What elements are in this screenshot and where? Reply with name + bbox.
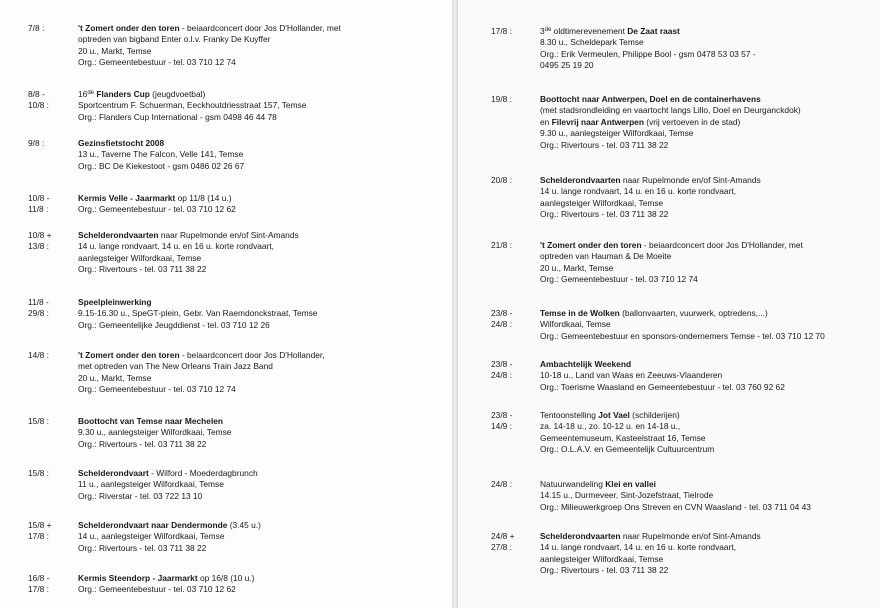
event-details: [540, 26, 880, 72]
event-details: [78, 193, 452, 216]
event-text: 14 u. lange rondvaart, 14 u. en 16 u. korte rondvaart,: [78, 241, 275, 252]
event-text: 10-18 u., Land van Waas en Zeeuws-Vlaanderen: [540, 370, 723, 381]
event-text: 20 u., Markt, Temse: [78, 372, 152, 383]
event-text: 8.30 u., Scheldepark Temse: [540, 37, 644, 48]
event-text: aanlegsteiger Wilfordkaai, Temse: [78, 252, 202, 263]
event-title-line: [78, 416, 452, 427]
event-text: 20 u., Markt, Temse: [540, 262, 614, 273]
event-date: 14/8 :: [28, 350, 49, 360]
event-title-line: [540, 240, 880, 251]
event-text: - beiaardconcert door Jos D'Hollander, met: [179, 23, 341, 33]
event-title-line: [540, 531, 880, 542]
event-text: Org.: Gemeentebestuur - tel. 03 710 12 74: [540, 274, 698, 285]
event-name: 't Zomert onder den toren: [78, 350, 180, 360]
event-text: Org.: O.L.A.V. en Gemeentelijk Cultuurcentrum: [540, 444, 715, 455]
right-page: [458, 0, 880, 608]
event-date: 11/8 :: [28, 204, 49, 215]
event-date: 17/8 :: [28, 531, 49, 542]
event-title-line: [78, 350, 452, 361]
event-text: Org.: Erik Vermeulen, Philippe Bool - gsm 0478 53 03 57 -: [540, 48, 756, 59]
event-detail-line: [540, 542, 880, 553]
event-text: Org.: Rivertours - tel. 03 711 38 22: [540, 139, 669, 150]
event-detail-line: [78, 112, 452, 123]
event-detail-line: [540, 433, 880, 444]
event-text: - Wilford - Moederdagbrunch: [148, 468, 258, 478]
event-detail-line: [540, 490, 880, 501]
event-text: Natuurwandeling: [540, 479, 606, 489]
event-detail-line: [78, 100, 452, 111]
event-detail-line: [78, 34, 452, 45]
event-text: oldtimerevenement: [551, 26, 628, 36]
event-date: 8/8 -: [28, 89, 45, 99]
event-date: 13/8 :: [28, 241, 49, 252]
event-detail-line: [540, 209, 880, 220]
event-text: Org.: Gemeentebestuur - tel. 03 710 12 62: [78, 584, 236, 595]
event-detail-line: [78, 161, 452, 172]
event-details: [540, 94, 880, 151]
event-text: 9.30 u., aanlegsteiger Wilfordkaai, Temse: [78, 427, 232, 438]
event-text: Org.: Gemeentebestuur - tel. 03 710 12 62: [78, 204, 236, 215]
event-text: (vrij vertoeven in de stad): [643, 116, 741, 127]
event-detail-line: [540, 382, 880, 393]
event-name: Schelderondvaart naar Dendermonde: [78, 520, 228, 530]
event-date: 10/8 +: [28, 230, 52, 240]
event-text: aanlegsteiger Wilfordkaai, Temse: [540, 553, 664, 564]
event-text: optreden van bigband Enter o.l.v. Franky De Kuyffer: [78, 34, 271, 45]
event-text: - beiaardconcert door Jos D'Hollander,: [179, 350, 325, 360]
event-detail-line: [540, 128, 880, 139]
event-date: 15/8 +: [28, 520, 52, 530]
event-details: [78, 573, 452, 596]
event-text: 9.30 u., aanlegsteiger Wilfordkaai, Temse: [540, 128, 694, 139]
event-text: naar Rupelmonde en/of Sint-Amands: [620, 531, 761, 541]
event-detail-line: [78, 308, 452, 319]
event-details: [540, 531, 880, 577]
event-details: [78, 138, 452, 172]
event-name: De Zaat raast: [627, 26, 680, 36]
event-title-line: [78, 230, 452, 241]
event-detail-line: [78, 584, 452, 595]
event-date: 15/8 :: [28, 416, 49, 426]
event-date: 7/8 :: [28, 23, 45, 33]
event-date: 16/8 -: [28, 573, 50, 583]
event-details: [78, 230, 452, 276]
event-text: Org.: Rivertours - tel. 03 711 38 22: [540, 565, 669, 576]
event-text: (ballonvaarten, vuurwerk, optredens,...): [619, 308, 768, 318]
event-date: 9/8 :: [28, 138, 45, 148]
event-text: (jeugdvoetbal): [149, 89, 206, 99]
event-detail-line: [540, 140, 880, 151]
event-name: Jot Vael: [598, 410, 630, 420]
event-detail-line: [540, 554, 880, 565]
event-name: Gezinsfietstocht 2008: [78, 138, 165, 148]
event-text: 16: [78, 89, 88, 99]
event-date: 23/8 -: [491, 308, 513, 318]
event-text: aanlegsteiger Wilfordkaai, Temse: [540, 197, 664, 208]
event-title-line: [540, 479, 880, 490]
event-name: Schelderondvaarten: [540, 531, 621, 541]
event-title-line: [540, 410, 880, 421]
event-text: 9.15-16.30 u., SpeGT-plein, Gebr. Van Raemdonckstraat, Temse: [78, 308, 318, 319]
event-name: Boottocht van Temse naar Mechelen: [78, 416, 224, 426]
event-title-line: [78, 468, 452, 479]
event-text: 11 u., aanlegsteiger Wilfordkaai, Temse: [78, 479, 224, 490]
event-details: [540, 359, 880, 393]
event-details: [78, 468, 452, 502]
event-text: en: [540, 116, 552, 127]
event-date: 14/9 :: [491, 421, 512, 432]
event-date: 24/8 :: [491, 319, 512, 330]
event-details: [540, 240, 880, 286]
event-details: [78, 350, 452, 396]
event-date: 24/8 :: [491, 370, 512, 381]
event-name: 't Zomert onder den toren: [78, 23, 180, 33]
event-detail-line: [78, 427, 452, 438]
event-detail-line: [78, 149, 452, 160]
event-text: 14 u. lange rondvaart, 14 u. en 16 u. korte rondvaart,: [540, 186, 737, 197]
event-text: Org.: Gemeentebestuur - tel. 03 710 12 74: [78, 57, 236, 68]
event-detail-line: [78, 439, 452, 450]
event-title-line: [78, 138, 452, 149]
event-detail-line: [540, 186, 880, 197]
event-date: 10/8 -: [28, 193, 50, 203]
event-detail-line: [540, 60, 880, 71]
event-text: op 11/8 (14 u.): [175, 193, 232, 203]
event-title-line: [78, 89, 452, 100]
event-name: Schelderondvaarten: [78, 230, 159, 240]
event-date: 10/8 :: [28, 100, 49, 111]
event-name: Temse in de Wolken: [540, 308, 620, 318]
event-detail-line: [78, 204, 452, 215]
event-details: [540, 410, 880, 456]
event-date: 24/8 +: [491, 531, 515, 541]
event-name: 't Zomert onder den toren: [540, 240, 642, 250]
ordinal-suffix: de: [544, 27, 552, 33]
event-text: Org.: Gemeentebestuur en sponsors-ondernemers Temse - tel. 03 710 12 70: [540, 330, 825, 341]
event-text: naar Rupelmonde en/of Sint-Amands: [620, 175, 761, 185]
event-title-line: [540, 94, 880, 105]
event-text: 14 u. lange rondvaart, 14 u. en 16 u. korte rondvaart,: [540, 542, 737, 553]
event-date: 21/8 :: [491, 240, 512, 250]
event-date: 27/8 :: [491, 542, 512, 553]
event-detail-line: [540, 565, 880, 576]
event-detail-line: [78, 531, 452, 542]
event-title-line: [540, 175, 880, 186]
event-date: 11/8 -: [28, 297, 49, 307]
event-detail-line: [540, 421, 880, 432]
event-text: 13 u., Taverne The Falcon, Velle 141, Temse: [78, 149, 244, 160]
event-detail-line: [540, 370, 880, 381]
event-date: 23/8 -: [491, 410, 513, 420]
event-text: Wilfordkaai, Temse: [540, 319, 611, 330]
event-text: naar Rupelmonde en/of Sint-Amands: [158, 230, 299, 240]
event-text: Org.: Gemeentelijke Jeugddienst - tel. 03 710 12 26: [78, 319, 270, 330]
event-text: Org.: Milieuwerkgroep Ons Streven en CVN Waasland - tel. 03 711 04 43: [540, 501, 811, 512]
event-text: met optreden van The New Orleans Train Jazz Band: [78, 361, 273, 372]
event-text: Org.: Rivertours - tel. 03 711 38 22: [78, 438, 207, 449]
event-detail-line: [540, 263, 880, 274]
event-name: Schelderondvaart: [78, 468, 149, 478]
event-date: 29/8 :: [28, 308, 49, 319]
event-title-line: [78, 297, 452, 308]
event-detail-line: [78, 46, 452, 57]
event-detail-line: [78, 57, 452, 68]
event-date: 15/8 :: [28, 468, 49, 478]
event-text: 14 u., aanlegsteiger Wilfordkaai, Temse: [78, 531, 225, 542]
event-detail-line: [78, 253, 452, 264]
ordinal-suffix: de: [87, 90, 95, 96]
event-text: Org.: Rivertours - tel. 03 711 38 22: [540, 209, 669, 220]
event-detail-line: [78, 543, 452, 554]
event-details: [78, 520, 452, 554]
event-detail-line: [78, 361, 452, 372]
event-text: Tentoonstelling: [540, 410, 599, 420]
event-text: Org.: Flanders Cup International - gsm 0498 46 44 78: [78, 111, 277, 122]
event-details: [78, 416, 452, 450]
event-detail-line: [540, 274, 880, 285]
event-details: [78, 297, 452, 331]
event-name: Boottocht naar Antwerpen, Doel en de containerhavens: [540, 94, 761, 104]
event-name: Kermis Steendorp - Jaarmarkt: [78, 573, 198, 583]
event-details: [540, 479, 880, 513]
event-detail-line: [78, 320, 452, 331]
event-detail-line: [540, 117, 880, 128]
event-text: (met stadsrondleiding en vaartocht langs Lillo, Doel en Deurganckdok): [540, 105, 801, 116]
event-detail-line: [78, 241, 452, 252]
event-name: Ambachtelijk Weekend: [540, 359, 632, 369]
event-details: [78, 89, 452, 123]
event-text: za. 14-18 u., zo. 10-12 u. en 14-18 u.,: [540, 421, 681, 432]
event-name: Filevrij naar Antwerpen: [551, 116, 644, 127]
event-detail-line: [540, 502, 880, 513]
event-name: Klei en vallei: [605, 479, 656, 489]
event-detail-line: [540, 444, 880, 455]
event-title-line: [540, 359, 880, 370]
event-text: Sportcentrum F. Schuerman, Eeckhoutdriesstraat 157, Temse: [78, 100, 307, 111]
event-date: 24/8 :: [491, 479, 512, 489]
event-title-line: [540, 26, 880, 37]
event-text: 0495 25 19 20: [540, 60, 594, 71]
event-detail-line: [78, 479, 452, 490]
event-text: Org.: Riverstar - tel. 03 722 13 10: [78, 490, 203, 501]
event-title-line: [78, 193, 452, 204]
event-date: 23/8 -: [491, 359, 513, 369]
event-details: [78, 23, 452, 69]
event-title-line: [78, 573, 452, 584]
event-text: 3: [540, 26, 545, 36]
event-text: (3.45 u.): [227, 520, 261, 530]
event-text: optreden van Hauman & De Moeite: [540, 251, 672, 262]
event-text: 20 u., Markt, Temse: [78, 45, 152, 56]
event-detail-line: [540, 319, 880, 330]
event-detail-line: [540, 49, 880, 60]
event-name: Speelpleinwerking: [78, 297, 152, 307]
event-title-line: [78, 520, 452, 531]
event-text: - beiaardconcert door Jos D'Hollander, met: [641, 240, 803, 250]
event-title-line: [78, 23, 452, 34]
event-title-line: [540, 308, 880, 319]
event-details: [540, 308, 880, 342]
event-detail-line: [78, 491, 452, 502]
event-text: Org.: BC De Kiekestoot - gsm 0486 02 26 67: [78, 160, 245, 171]
event-detail-line: [540, 331, 880, 342]
event-text: Org.: Rivertours - tel. 03 711 38 22: [78, 542, 207, 553]
event-text: Org.: Rivertours - tel. 03 711 38 22: [78, 264, 207, 275]
event-date: 19/8 :: [491, 94, 512, 104]
event-text: Org.: Toerisme Waasland en Gemeentebestuur - tel. 03 760 92 62: [540, 381, 785, 392]
event-date: 20/8 :: [491, 175, 512, 185]
event-detail-line: [540, 251, 880, 262]
event-date: 17/8 :: [491, 26, 512, 36]
event-detail-line: [78, 384, 452, 395]
event-detail-line: [540, 37, 880, 48]
event-date: 17/8 :: [28, 584, 49, 595]
event-name: Flanders Cup: [94, 89, 150, 99]
event-detail-line: [540, 105, 880, 116]
event-name: Schelderondvaarten: [540, 175, 621, 185]
event-detail-line: [78, 373, 452, 384]
event-detail-line: [540, 198, 880, 209]
event-detail-line: [78, 264, 452, 275]
event-text: 14.15 u., Durmeveer, Sint-Jozefstraat, Tielrode: [540, 490, 714, 501]
event-text: Gemeentemuseum, Kasteelstraat 16, Temse: [540, 432, 706, 443]
event-text: op 16/8 (10 u.): [197, 573, 255, 583]
event-text: (schilderijen): [629, 410, 680, 420]
event-text: Org.: Gemeentebestuur - tel. 03 710 12 74: [78, 384, 236, 395]
event-details: [540, 175, 880, 221]
event-name: Kermis Velle - Jaarmarkt: [78, 193, 176, 203]
